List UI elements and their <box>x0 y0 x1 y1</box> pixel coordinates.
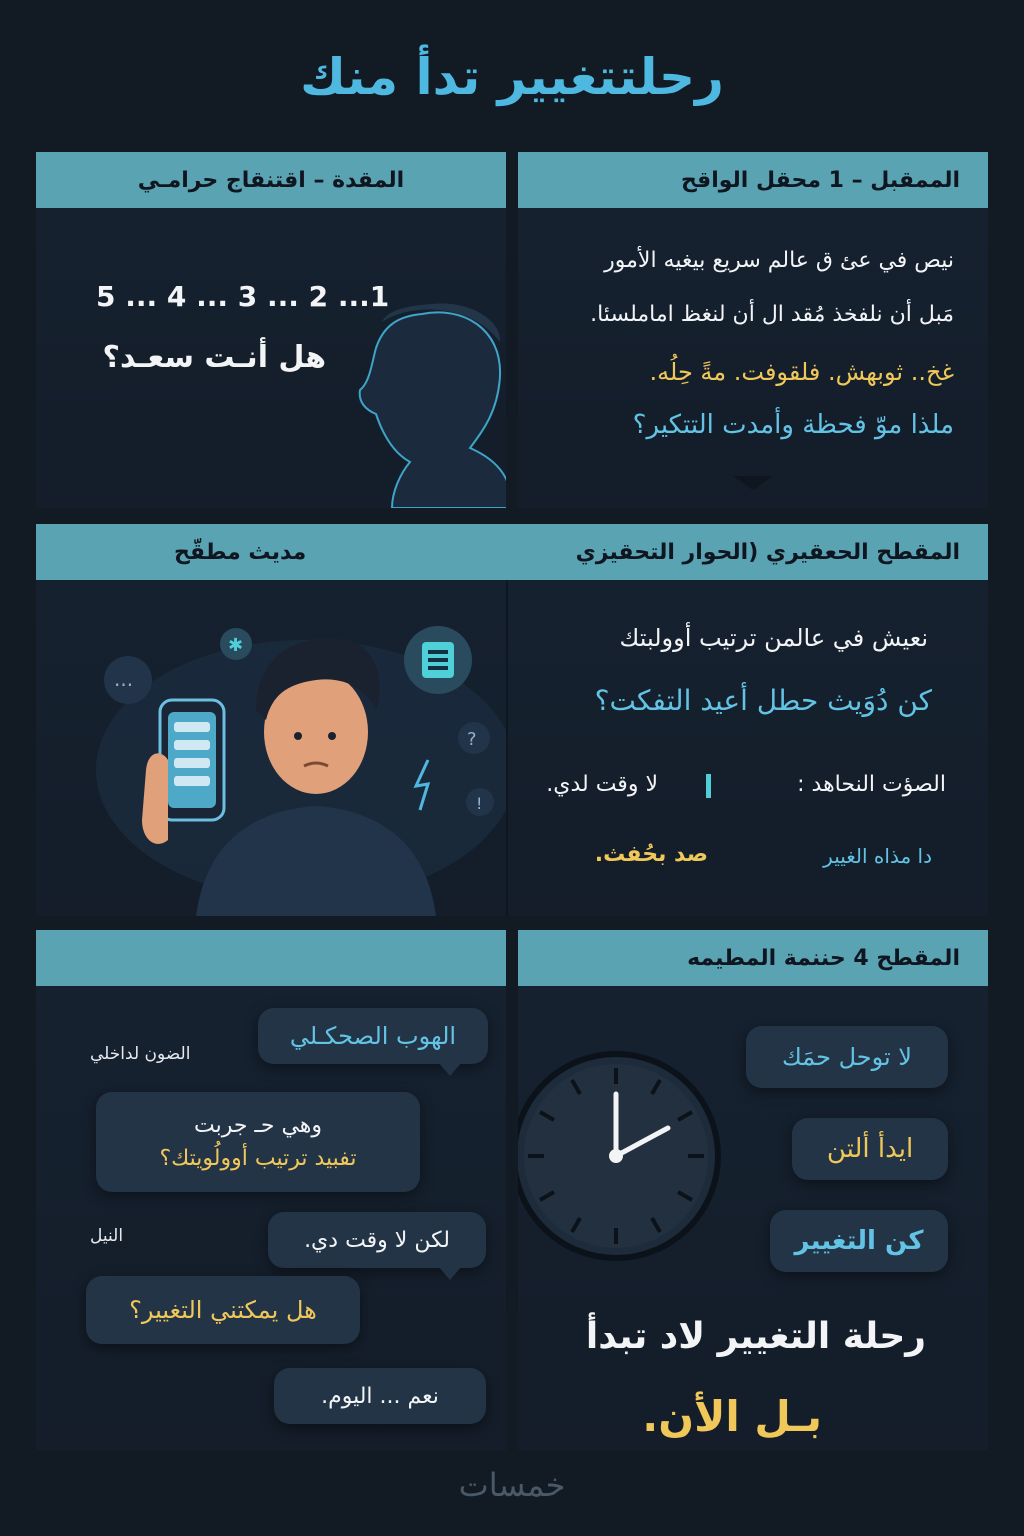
panel-wisdom-header: المقطح 4 حننمة المطيمه <box>518 930 988 986</box>
inner-voice-label-1: الضون لداخلي <box>90 1044 191 1064</box>
closing-line-2: بـل الأن. <box>642 1392 822 1441</box>
panel-divider <box>506 580 508 916</box>
panel-reality <box>518 152 988 508</box>
wisdom-bubble-1 <box>746 1026 948 1088</box>
inner-voice-bubble-3 <box>268 1212 486 1268</box>
inner-voice-bubble-2-line1: وهي حـ جربت <box>193 1113 323 1138</box>
inner-voice-bubble-3-text: لكن لا وقت دي. <box>304 1227 450 1253</box>
dialogue-label-a: الصؤت النحاهد : <box>797 772 946 797</box>
inner-voice-label-2: النيل <box>90 1226 124 1246</box>
inner-voice-bubble-1-text: الهوب الصحكـلي <box>289 1022 457 1050</box>
intro-question: هل أنـت سعـد؟ <box>102 340 326 375</box>
inner-voice-bubble-2 <box>96 1092 420 1192</box>
countdown-text: 5 ... 4 ... 3 ... 2 ...1 <box>96 280 390 313</box>
svg-text:✱: ✱ <box>228 635 244 656</box>
panel-wisdom <box>518 930 988 1450</box>
panel-intro <box>36 152 506 508</box>
page-title: رحلتتغيير تدأ منك <box>300 48 724 106</box>
svg-text:...: ... <box>114 667 134 691</box>
reality-line-2: مَبل أن نلفخذ مُقد ال أن لنغظ اماملسئا. <box>590 302 954 327</box>
dialogue-line-2: كن دُوَيث حطل أعيد التفكت؟ <box>594 684 932 717</box>
panel-dialogue-subtitle: مديث مطقّح <box>174 539 307 565</box>
dialogue-marker <box>706 774 711 798</box>
svg-text:!: ! <box>476 794 483 813</box>
wisdom-bubble-3 <box>770 1210 948 1272</box>
inner-voice-bubble-1 <box>258 1008 488 1064</box>
wisdom-bubble-3-text: كن التغيير <box>794 1226 924 1256</box>
wisdom-bubble-2-text: ايدأ ألتن <box>826 1134 914 1164</box>
clock-icon <box>518 1048 724 1264</box>
panel-dialogue-title: المقطح الحعقيري (الحوار التحقيزي <box>575 539 960 565</box>
panel-reality-header: الممقبل – 1 محقل الواقح <box>518 152 988 208</box>
panel-dialogue-header <box>36 524 988 580</box>
inner-voice-bubble-5-text: نعم ... اليوم. <box>321 1383 439 1409</box>
panel-inner-voice <box>36 930 506 1450</box>
panel-dialogue <box>36 524 988 916</box>
dialogue-value-b: صد بحُفث. <box>594 842 708 867</box>
inner-voice-bubble-4-text: هل يمكتني التغيير؟ <box>129 1296 317 1324</box>
person-profile-icon <box>352 302 506 508</box>
reality-line-1: نيص في عئ ق عالم سريع بيغيه الأمور <box>604 248 954 273</box>
inner-voice-bubble-4 <box>86 1276 360 1344</box>
wisdom-bubble-1-text: لا توحل حمَك <box>782 1043 912 1071</box>
reality-line-4: ملذا موّ فحظة وأمدت التتكير؟ <box>632 410 954 440</box>
watermark-logo: خمسات <box>458 1466 566 1504</box>
dialogue-label-b: دا مذاه الغيير <box>823 844 932 868</box>
dialogue-line-1: نعيش في عالمن ترتيب أوولبتك <box>619 624 928 652</box>
wisdom-bubble-2 <box>792 1118 948 1180</box>
panel-intro-header: المقدة – اقتنقاج حرامـي <box>36 152 506 208</box>
person-phone-icon <box>76 620 506 916</box>
closing-line-1: رحلة التغيير لاد تبدأ <box>585 1316 926 1357</box>
inner-voice-bubble-5 <box>274 1368 486 1424</box>
reality-line-3: غخ.. ثوبهش. فلقوفت. مةً حِلُه. <box>649 358 954 386</box>
svg-text:?: ? <box>467 729 477 750</box>
divider-arrow <box>733 476 773 490</box>
dialogue-value-a: لا وقت لدي. <box>546 772 658 797</box>
panel-inner-voice-header <box>36 930 506 986</box>
inner-voice-bubble-2-line2: تفبيد ترتيب أوولُويتك؟ <box>159 1146 357 1171</box>
